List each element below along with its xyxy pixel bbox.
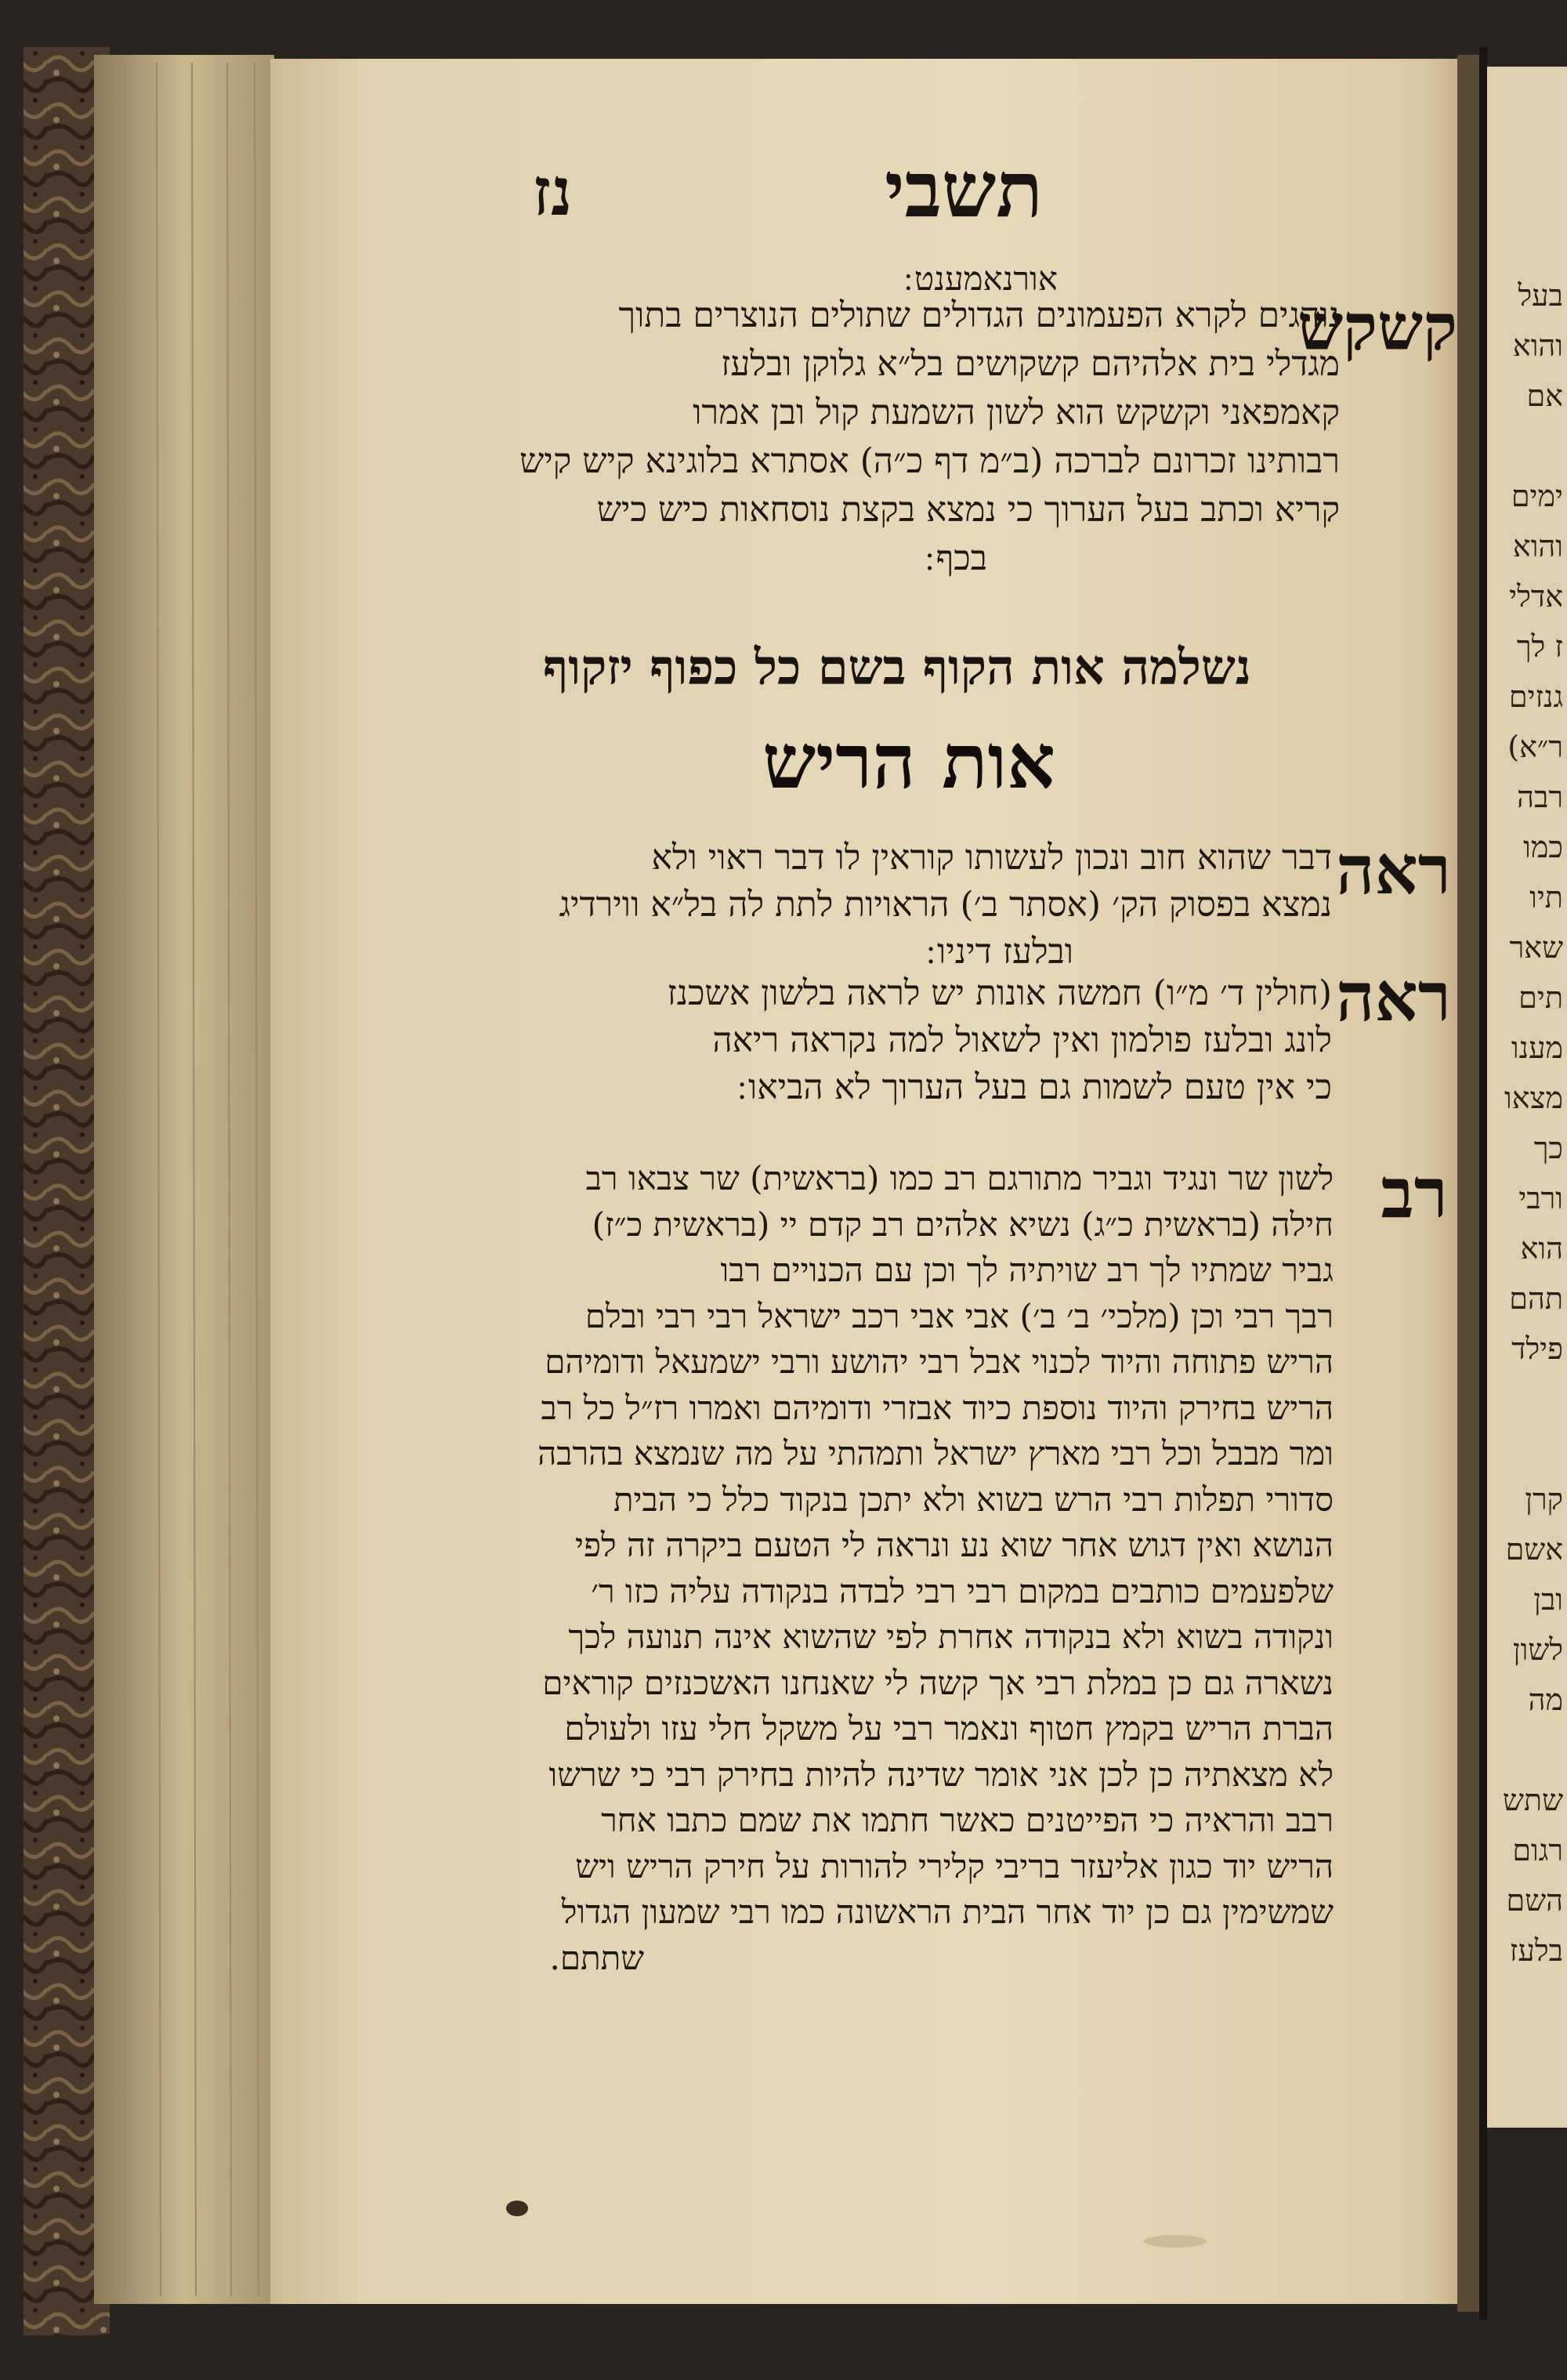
text-line: קאמפאני וקשקש הוא לשון השמעת קול ובן אמרו (693, 393, 1340, 433)
fragment-line: שאר (1509, 930, 1563, 965)
text-line: לונג ובלעז פולמון ואין לשאול למה נקראה ריאה (712, 1020, 1332, 1060)
text-line: סדורי תפלות רבי הרש בשוא ולא יתכן בנקוד כלל כי הבית (613, 1480, 1334, 1519)
text-line: חילה (בראשית כ״ג) נשיא אלהים רב קדם יי (בראשית כ״ז) (592, 1204, 1334, 1244)
end-of-letter-line: נשלמה אות הקוף בשם כל כפוף יזקוף (543, 639, 1251, 696)
text-line: ובלעז דיניו ׃ (926, 932, 1073, 972)
fragment-line: והוא (1512, 529, 1563, 563)
entry-body-reah-2 (447, 970, 1332, 1111)
fragment-line: ר״א) (1507, 730, 1563, 764)
fragment-line: לשון (1512, 1632, 1563, 1667)
fragment-line: תהם (1509, 1281, 1563, 1316)
fragment-line: ובן (1533, 1582, 1563, 1617)
running-header-title: תשבי (884, 145, 1044, 235)
fragment-line: רגום (1512, 1833, 1563, 1867)
fragment-line: מענו (1511, 1031, 1563, 1065)
text-line: הריש בחירק והיוד נוספת כיוד אבזרי ודומיהם ואמרו רז״ל כל רב (541, 1388, 1334, 1427)
text-line: שתתם. (549, 1938, 644, 1977)
fragment-line: כך (1533, 1131, 1563, 1165)
text-line: לא מצאתיה כן לכן אני אומר שדינה להיות בחירק רבי כי שרשו (548, 1755, 1334, 1794)
fragment-line: מה (1528, 1683, 1563, 1717)
fragment-line: השם (1506, 1883, 1563, 1918)
text-line: כי אין טעם לשמות גם בעל הערוך לא הביאו ׃ (737, 1067, 1332, 1107)
entry-headword: קשקש (1297, 290, 1457, 365)
text-line: רבך רבי וכן (מלכי׳ ב׳ ב׳) אבי אבי רכב ישראל רבי רבי ובלם (584, 1296, 1334, 1335)
fragment-line (1481, 421, 1563, 471)
text-line: שמשימין גם כן יוד אחר הבית הראשונה כמו רבי שמעון הגדול (561, 1893, 1334, 1931)
fragment-line: ז לך (1516, 629, 1563, 664)
fragment-line: אדלי (1509, 579, 1563, 614)
fragment-line: שתש (1503, 1783, 1563, 1817)
right-page-text-fragment (1481, 270, 1563, 1976)
fragment-line (1481, 1725, 1563, 1775)
text-line: אורנאמענט ׃ (903, 259, 1058, 298)
text-line: הברת הריש בקמץ חטוף ונאמר רבי על משקל חלי עזו ולעולם (564, 1709, 1334, 1748)
section-title: אות הריש (762, 717, 1055, 806)
fragment-line: תים (1518, 980, 1563, 1015)
page-number: נז (532, 153, 573, 230)
entry-headword: ראה (1336, 831, 1451, 910)
paper-stain (506, 2201, 528, 2216)
entry-body-kashkash (451, 292, 1340, 583)
fragment-line: מצאו (1504, 1081, 1563, 1115)
paper-stain (1144, 2235, 1207, 2248)
fragment-line: והוא (1512, 328, 1563, 363)
fragment-line: הוא (1520, 1231, 1563, 1266)
fragment-line: אם (1526, 379, 1563, 413)
text-line: ונקודה בשוא ולא בנקודה אחרת לפי שהשוא אינה תנועה לכך (568, 1617, 1334, 1656)
text-line: דבר שהוא חוב ונכון לעשותו קוראין לו דבר ראוי ולא (651, 838, 1332, 878)
fragment-line: אשם (1505, 1532, 1563, 1567)
fragment-line (1481, 1424, 1563, 1474)
fragment-line: ורבי (1518, 1181, 1563, 1215)
text-line: רבב והראיה כי הפייטנים כאשר חתמו את שמם כתבו אחר (601, 1801, 1334, 1839)
text-line: נמצא בפסוק הק׳ (אסתר ב׳) הראויות לתת לה בל״א ווירדיג (559, 885, 1332, 925)
text-line: נוהגים לקרא הפעמונים הגדולים שתולים הנוצרים בתוך (618, 295, 1340, 335)
text-line: בכף ׃ (925, 538, 987, 578)
text-line: לשון שר ונגיד וגביר מתורגם רב כמו (בראשית) שר צבאו רב (585, 1159, 1334, 1197)
entry-body-rav (432, 1156, 1334, 1981)
page-block-edge (94, 55, 274, 2304)
fragment-line: תיו (1529, 880, 1563, 915)
fragment-line: גנזים (1508, 679, 1563, 714)
text-line: ומר מבבל וכל רבי מארץ ישראל ותמהתי על מה שנמצא בהרבה (537, 1434, 1334, 1473)
text-line: הריש יוד כגון אליעזר בריבי קלירי להורות על חירק הריש ויש (575, 1846, 1334, 1886)
fragment-line: ימים (1511, 479, 1563, 513)
text-line: גביר שמתיו לך רב שויתיה לך וכן עם הכנויים רבו (720, 1251, 1334, 1289)
fragment-line: בלעז (1509, 1933, 1563, 1968)
text-line: שלפעמים כותבים במקום רבי רבי לבדה בנקודה עליה כזו ר׳ (591, 1571, 1334, 1610)
entry-headword: רב (1381, 1152, 1448, 1233)
text-line: הריש פתוחה והיוד לכנוי אבל רבי יהושע ורבי ישמעאל ודומיהם (545, 1342, 1334, 1381)
text-line: הנושא ואין דגוש אחר שוא נע ונראה לי הטעם ביקרה זה לפי (575, 1526, 1334, 1564)
text-line: נשארה גם כן במלת רבי אך קשה לי שאנחנו האשכנזים קוראים (542, 1663, 1334, 1702)
text-line: קריא וכתב בעל הערוך כי נמצא בקצת נוסחאות כיש כיש (596, 490, 1340, 530)
text-line: רבותינו זכרונם לברכה (ב״מ דף כ״ה) אסתרא בלוגינא קיש קיש (519, 441, 1340, 481)
entry-body-reah-1 (447, 835, 1332, 976)
fragment-line: קרן (1525, 1482, 1563, 1516)
fragment-line: פילד (1511, 1331, 1563, 1366)
text-line: מגדלי בית אלהיהם קשקושים בל״א גלוקן ובלעז (721, 344, 1340, 384)
fragment-line: רבה (1517, 780, 1563, 814)
text-line: (חולין ד׳ מ״ו) חמשה אונות יש לראה בלשון אשכנז (667, 973, 1332, 1013)
fragment-line: כמו (1523, 830, 1563, 864)
fragment-line: בעל (1518, 278, 1563, 313)
fragment-line (1481, 1374, 1563, 1424)
entry-headword: ראה (1336, 958, 1451, 1037)
